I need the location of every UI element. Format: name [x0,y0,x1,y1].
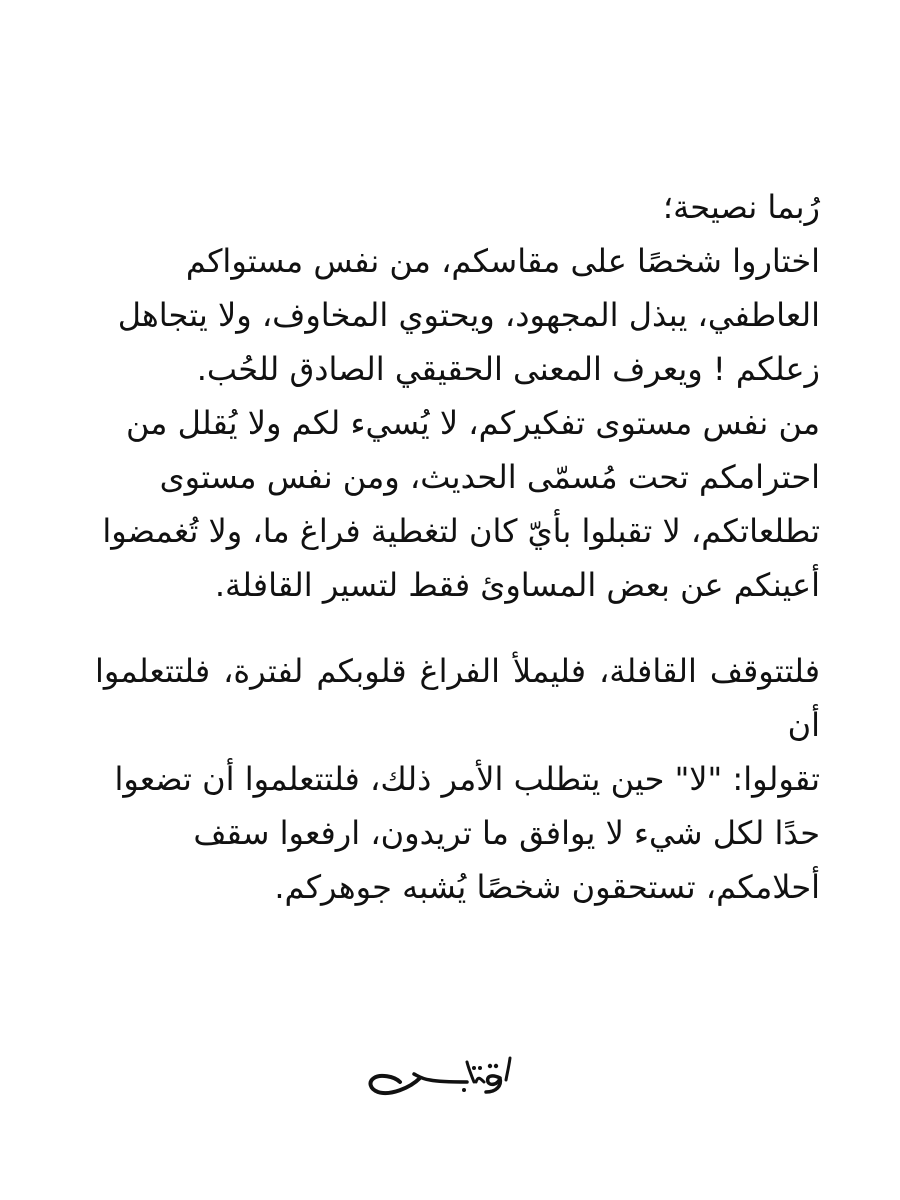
heading-paragraph [95,180,820,234]
text-line: من نفس مستوى تفكيركم، لا يُسيء لكم ولا يُقلل من [125,404,820,442]
text-line: زعلكم ! ويعرف المعنى الحقيقي الصادق للحُب. [196,350,820,388]
text-line: تطلعاتكم، لا تقبلوا بأيّ كان لتغطية فراغ ما، ولا تُغمضوا [102,512,820,550]
text-line: اختاروا شخصًا على مقاسكم، من نفس مستواكم [185,242,820,280]
quote-text [95,180,820,914]
paragraph-spacer [95,612,820,644]
text-line: حدًا لكل شيء لا يوافق ما تريدون، ارفعوا سقف [193,814,820,852]
heading-line: رُبما نصيحة؛ [662,188,820,226]
text-line: احترامكم تحت مُسمّى الحديث، ومن نفس مستوى [159,458,820,496]
text-line: أحلامكم، تستحقون شخصًا يُشبه جوهركم. [274,868,820,906]
paragraph-2 [95,644,820,914]
text-line: تقولوا: "لا" حين يتطلب الأمر ذلك، فلتتعلموا أن تضعوا [114,760,820,798]
text-line: فلتتوقف القافلة، فليملأ الفراغ قلوبكم لفترة، فلتتعلموا أن [95,652,820,744]
signature-logo [360,1052,530,1102]
paragraph-1 [95,234,820,612]
text-line: أعينكم عن بعض المساوئ فقط لتسير القافلة. [214,566,820,604]
text-line: العاطفي، يبذل المجهود، ويحتوي المخاوف، ولا يتجاهل [117,296,820,334]
